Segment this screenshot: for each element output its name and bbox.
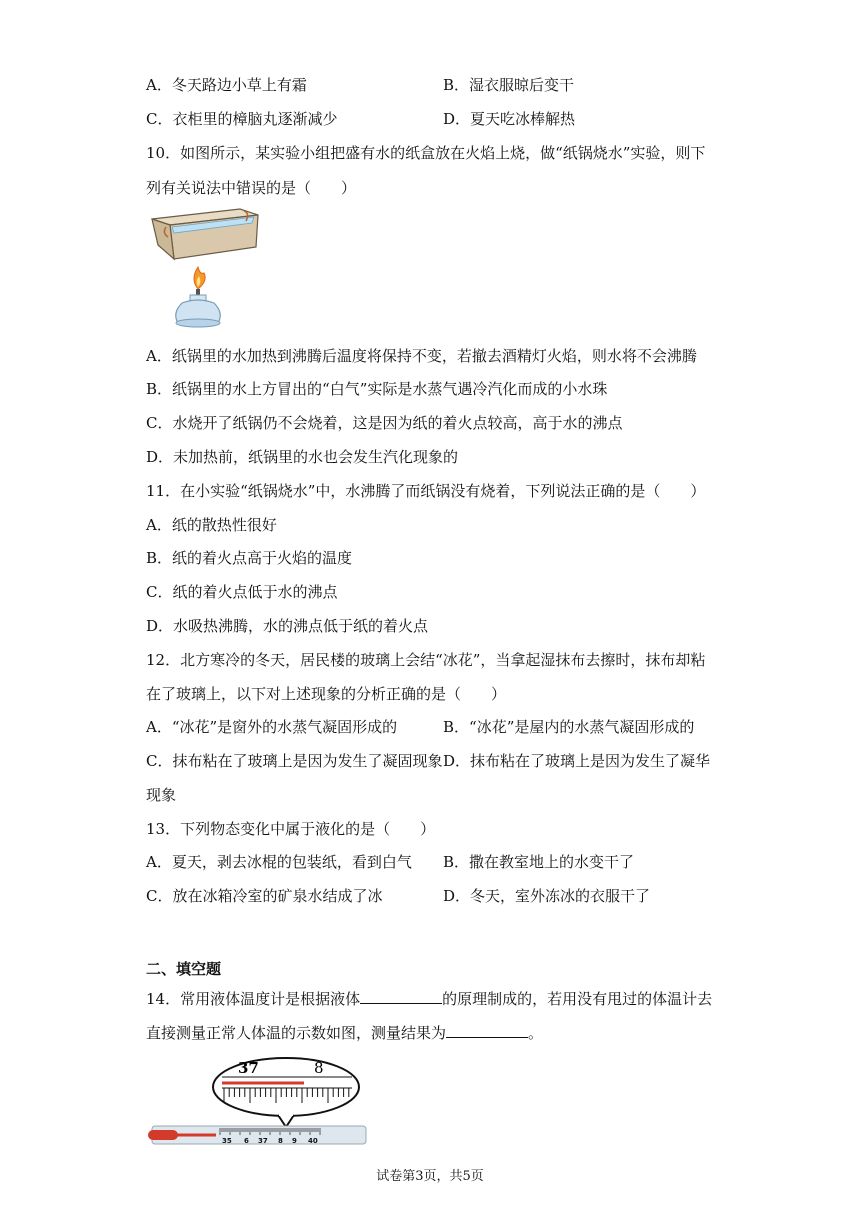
q13-option-c: C．放在冰箱冷室的矿泉水结成了冰 xyxy=(146,887,383,905)
scale-label-36: 6 xyxy=(244,1137,249,1145)
section-title: 二、填空题 xyxy=(146,960,222,978)
q9-option-c: C．衣柜里的樟脑丸逐渐减少 xyxy=(146,110,338,128)
q14-text-2a: 直接测量正常人体温的示数如图，测量结果为 xyxy=(146,1024,447,1042)
q11-option-c: C．纸的着火点低于水的沸点 xyxy=(146,583,338,601)
q10-option-c: C．水烧开了纸锅仍不会烧着，这是因为纸的着火点较高，高于水的沸点 xyxy=(146,414,623,432)
q11-option-d: D．水吸热沸腾，水的沸点低于纸的着火点 xyxy=(146,617,429,635)
q11-stem: 11．在小实验“纸锅烧水”中，水沸腾了而纸锅没有烧着，下列说法正确的是（ ） xyxy=(146,482,706,500)
q12-option-d: D．抹布粘在了玻璃上是因为发生了凝华 xyxy=(443,752,711,770)
q14-stem-line1 xyxy=(146,988,712,1009)
q11-option-b: B．纸的着火点高于火焰的温度 xyxy=(146,549,353,567)
q12-option-d-continued: 现象 xyxy=(146,786,177,804)
q14-text-1a: 14．常用液体温度计是根据液体 xyxy=(146,990,361,1008)
q12-option-b: B．“冰花”是屋内的水蒸气凝固形成的 xyxy=(443,718,695,736)
q12-stem-line1: 12．北方寒冷的冬天，居民楼的玻璃上会结“冰花”，当拿起湿抹布去擦时，抹布却粘 xyxy=(146,651,706,669)
zoom-label-8: 8 xyxy=(314,1059,324,1077)
q10-option-b: B．纸锅里的水上方冒出的“白气”实际是水蒸气遇冷汽化而成的小水珠 xyxy=(146,380,608,398)
q14-stem-line2 xyxy=(146,1022,543,1043)
scale-label-35: 35 xyxy=(222,1137,232,1145)
scale-label-40: 40 xyxy=(308,1137,318,1145)
page-footer: 试卷第3页，共5页 xyxy=(376,1169,484,1184)
q12-option-c: C．抹布粘在了玻璃上是因为发生了凝固现象 xyxy=(146,752,443,770)
scale-label-37: 37 xyxy=(258,1137,268,1145)
q13-option-b: B．撒在教室地上的水变干了 xyxy=(443,853,635,871)
q13-option-d: D．冬天，室外冻冰的衣服干了 xyxy=(443,887,651,905)
q11-option-a: A．纸的散热性很好 xyxy=(146,516,277,534)
q9-option-a: A．冬天路边小草上有霜 xyxy=(146,76,307,94)
q9-option-d: D．夏天吃冰棒解热 xyxy=(443,110,576,128)
q10-option-d: D．未加热前，纸锅里的水也会发生汽化现象的 xyxy=(146,448,459,466)
q14-blank-1[interactable] xyxy=(360,988,442,1004)
q10-option-a: A．纸锅里的水加热到沸腾后温度将保持不变，若撤去酒精灯火焰，则水将不会沸腾 xyxy=(146,347,697,365)
zoom-label-37: 37 xyxy=(238,1059,259,1077)
q12-stem-line2: 在了玻璃上，以下对上述现象的分析正确的是（ ） xyxy=(146,685,507,703)
q13-stem: 13．下列物态变化中属于液化的是（ ） xyxy=(146,820,436,838)
q10-stem-line1: 10．如图所示，某实验小组把盛有水的纸盒放在火焰上烧，做“纸锅烧水”实验，则下 xyxy=(146,144,706,162)
q10-stem-line2: 列有关说法中错误的是（ ） xyxy=(146,179,357,197)
q12-option-a: A．“冰花”是窗外的水蒸气凝固形成的 xyxy=(146,718,398,736)
q9-option-b: B．湿衣服晾后变干 xyxy=(443,76,575,94)
scale-label-38: 8 xyxy=(278,1137,283,1145)
q14-text-2b: 。 xyxy=(528,1024,544,1042)
q13-option-a: A．夏天，剥去冰棍的包装纸，看到白气 xyxy=(146,853,412,871)
paper-pot-illustration xyxy=(148,205,268,330)
thermometer-illustration xyxy=(146,1055,368,1150)
q14-text-1b: 的原理制成的，若用没有甩过的体温计去 xyxy=(442,990,713,1008)
scale-label-39: 9 xyxy=(292,1137,297,1145)
q14-blank-2[interactable] xyxy=(446,1022,528,1038)
